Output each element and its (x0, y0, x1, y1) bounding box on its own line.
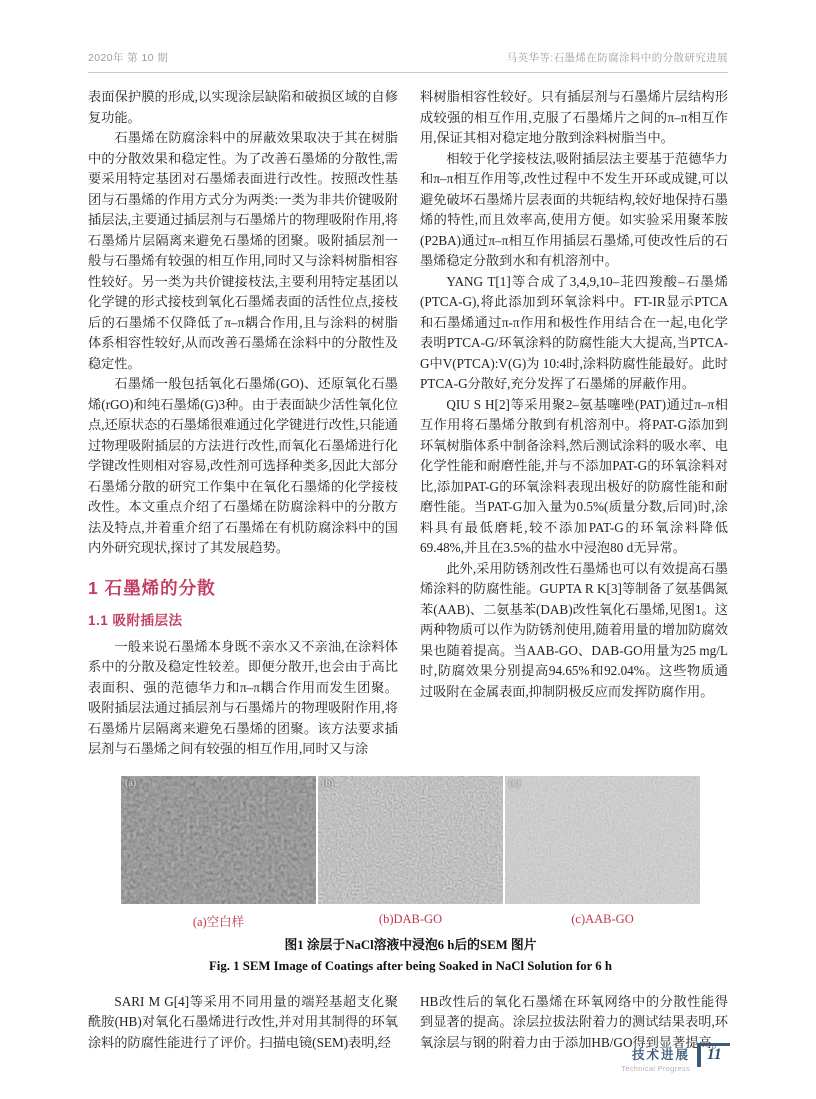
left-column-bottom (88, 992, 398, 1054)
paragraph: YANG T[1]等合成了3,4,9,10–苝四羧酸–石墨烯(PTCA-G),将此添加到环氧涂料中。FT-IR显示PTCA和石墨烯通过π-π作用和极性作用结合在一起,电化学表明PTCA-G/环氧涂料的防腐性能大大提高,当PTCA-G中V(PTCA):V(G)为 10:4时,涂料防腐性能最好。此时PTCA-G分散好,充分发挥了石墨烯的屏蔽作用。 (420, 273, 728, 391)
footer-section-label-en: Technical Progress (621, 1064, 690, 1073)
sem-panel-aab-go (505, 776, 700, 904)
paragraph: SARI M G[4]等采用不同用量的端羟基超支化聚酰胺(HB)对氧化石墨烯进行改性,并对用其制得的环氧涂料的防腐性能进行了评价。扫描电镜(SEM)表明,经 (88, 993, 398, 1050)
paragraph: 料树脂相容性较好。只有插层剂与石墨烯片层结构形成较强的相互作用,克服了石墨烯片之间的π–π相互作用,保证其相对稳定地分散到涂料树脂当中。 (420, 89, 728, 145)
sem-panel-blank (121, 776, 316, 904)
panel-letter-b: (b) (322, 777, 334, 789)
left-column (88, 87, 398, 760)
page-number: 11 (707, 1046, 722, 1063)
paragraph: HB改性后的氧化石墨烯在环氧网络中的分散性能得到显著的提高。涂层拉拔法附着力的测试结果表明,环氧涂层与钢的附着力由于添加HB/GO得到显著提高。 (420, 993, 728, 1050)
figure-caption-en: Fig. 1 SEM Image of Coatings after being Soaked in NaCl Solution for 6 h (208, 958, 612, 973)
footer-section-label-cn: 技术进展 (631, 1048, 690, 1062)
header-issue-info: 2020年 第 10 期 (88, 52, 169, 64)
paragraph: 此外,采用防锈剂改性石墨烯也可以有效提高石墨烯涂料的防腐性能。GUPTA R K[3]等制备了氨基偶氮苯(AAB)、二氨基苯(DAB)改性氧化石墨烯,见图1。这两种物质可以作为防锈剂使用,随着用量的增加防腐效果也随着提高。当AAB-GO、DAB-GO用量为25 mg/L时,防腐效果分别提高94.65%和92.04%。这些物质通过吸附在金属表面,抑制阴极反应而发挥防腐作用。 (420, 560, 728, 699)
footer-labels (621, 1045, 690, 1073)
page-header (88, 50, 728, 73)
panel-labels-row (121, 912, 700, 930)
panel-letter-a: (a) (125, 777, 137, 789)
panel-label-aab-go: (c)AAB-GO (571, 911, 634, 926)
page-footer (621, 1043, 730, 1073)
paragraph: QIU S H[2]等采用聚2–氨基噻唑(PAT)通过π–π相互作用将石墨烯分散到有机溶剂中。将PAT-G添加到环氧树脂体系中制备涂料,然后测试涂料的吸水率、电化学性能和耐磨性能,并与不添加PAT-G的环氧涂料对比,添加PAT-G的环氧涂料表现出极好的防腐性能和耐磨性能。当PAT-G加入量为0.5%(质量分数,后同)时,涂料具有最低磨耗,较不添加PAT-G的环氧涂料降低69.48%,并且在3.5%的盐水中浸泡80 d无异常。 (420, 396, 728, 555)
panel-label-blank: (a)空白样 (192, 914, 245, 929)
figure-caption-cn: 图1 涂层于NaCl溶液中浸泡6 h后的SEM 图片 (284, 937, 537, 952)
paragraph: 石墨烯一般包括氧化石墨烯(GO)、还原氧化石墨烯(rGO)和纯石墨烯(G)3种。由于表面缺少活性氧化位点,还原状态的石墨烯很难通过化学键进行改性,只能通过物理吸附插层的方法进行改性,而氧化石墨烯进行化学键改性则相对容易,改性剂可选择种类多,因此大部分石墨烯分散的研究工作集中在氧化石墨烯的化学接枝改性。本文重点介绍了石墨烯在防腐涂料中的分散方法及特点,并着重介绍了石墨烯在有机防腐涂料中的国内外研究现状,探讨了其发展趋势。 (88, 376, 398, 555)
paragraph: 相较于化学接枝法,吸附插层法主要基于范德华力和π–π相互作用等,改性过程中不发生开环或成键,可以避免破坏石墨烯片层表面的共轭结构,较好地保持石墨烯的特性,而且效率高,使用方便。如实验采用聚苯胺(P2BA)通过π–π相互作用插层石墨烯,可使改性后的石墨烯稳定分散到水和有机溶剂中。 (420, 150, 728, 268)
paragraph: 石墨烯在防腐涂料中的屏蔽效果取决于其在树脂中的分散效果和稳定性。为了改善石墨烯的分散性,需要采用特定基团对石墨烯表面进行改性。按照改性基团与石墨烯的作用方式分为两类:一类为非共价键吸附插层法,主要通过插层剂与石墨烯片的物理吸附作用,将石墨烯片层隔离来避免石墨烯的团聚。吸附插层剂一般与石墨烯有较强的相互作用,同时又与涂料树脂相容性较好。另一类为共价键接枝法,主要利用特定基团以化学键的形式接枝到氧化石墨烯表面的活性位点,接枝后的石墨烯不仅降低了π–π耦合作用,且与涂料的树脂体系相容性较好,从而改善石墨烯在涂料中的分散性及稳定性。 (88, 130, 398, 371)
paragraph: 表面保护膜的形成,以实现涂层缺陷和破损区域的自修复功能。 (88, 89, 398, 125)
subsection-heading: 1.1 吸附插层法 (88, 612, 183, 628)
paragraph: 一般来说石墨烯本身既不亲水又不亲油,在涂料体系中的分散及稳定性较差。即便分散开,也会由于高比表面积、强的范德华力和π–π耦合作用而发生团聚。吸附插层法通过插层剂与石墨烯片的物理吸附作用,将石墨烯片层隔离来避免石墨烯的团聚。该方法要求插层剂与石墨烯之间有较强的相互作用,同时又与涂 (88, 638, 398, 756)
section-heading: 1 石墨烯的分散 (88, 577, 216, 598)
sem-panel-dab-go (318, 776, 503, 904)
panel-letter-c: (c) (509, 777, 521, 789)
page-number-box (697, 1043, 730, 1067)
header-running-title: 马英华等:石墨烯在防腐涂料中的分散研究进展 (506, 52, 728, 64)
sem-panels (121, 776, 700, 904)
figure-1 (121, 776, 700, 976)
panel-label-dab-go: (b)DAB-GO (378, 911, 443, 926)
body-columns-top (88, 87, 728, 760)
right-column (420, 87, 728, 760)
